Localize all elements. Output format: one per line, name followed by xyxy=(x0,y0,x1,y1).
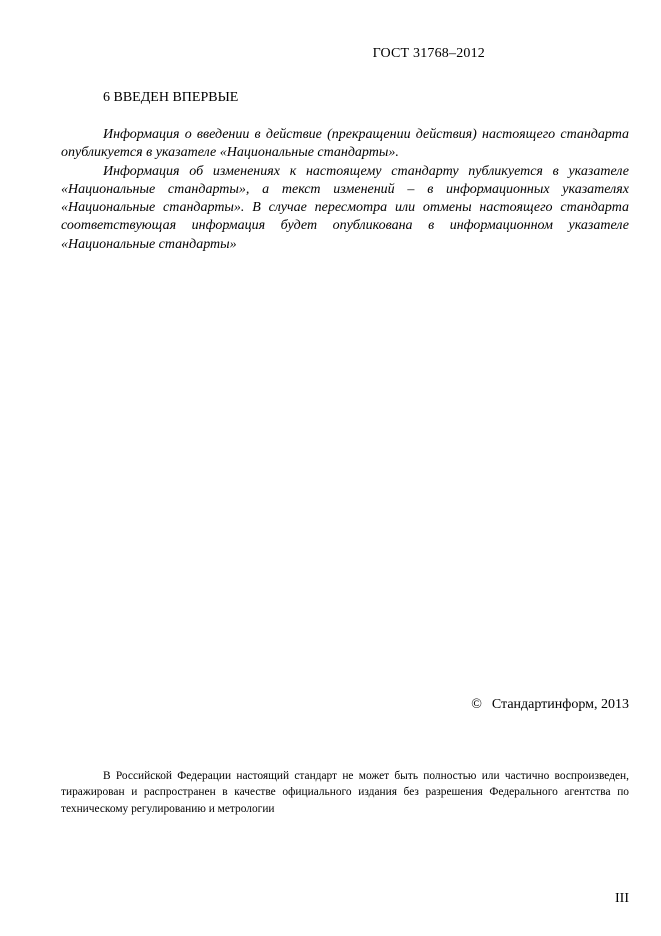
document-header: ГОСТ 31768–2012 xyxy=(372,46,485,61)
info-paragraph: Информация о введении в действие (прекращении действия) настоящего стандарта опубликуется в указателе «Национальные стандарты». xyxy=(61,127,629,161)
legal-notice-text: В Российской Федерации настоящий стандарт не может быть полностью или частично воспроизведен, тиражирован и распространен в качестве официального издания без разрешения Федерального агентства по техническому регулированию и метрологии xyxy=(61,770,629,815)
page-number: III xyxy=(615,891,629,906)
copyright-text: Стандартинформ, 2013 xyxy=(491,697,629,712)
section-heading: 6 ВВЕДЕН ВПЕРВЫЕ xyxy=(103,90,239,105)
copyright-icon: © xyxy=(471,697,482,712)
publication-info-block xyxy=(61,126,629,254)
legal-notice xyxy=(61,768,629,817)
copyright-line xyxy=(471,697,629,713)
info-paragraph: Информация об изменениях к настоящему стандарту публикуется в указателе «Национальные стандарты», а текст изменений – в информационных указателях «Национальные стандарты». В случае пересмотра или отмены настоящего стандарта соответствующая информация будет опубликована в информационном указателе «Национальные стандарты» xyxy=(61,163,629,252)
